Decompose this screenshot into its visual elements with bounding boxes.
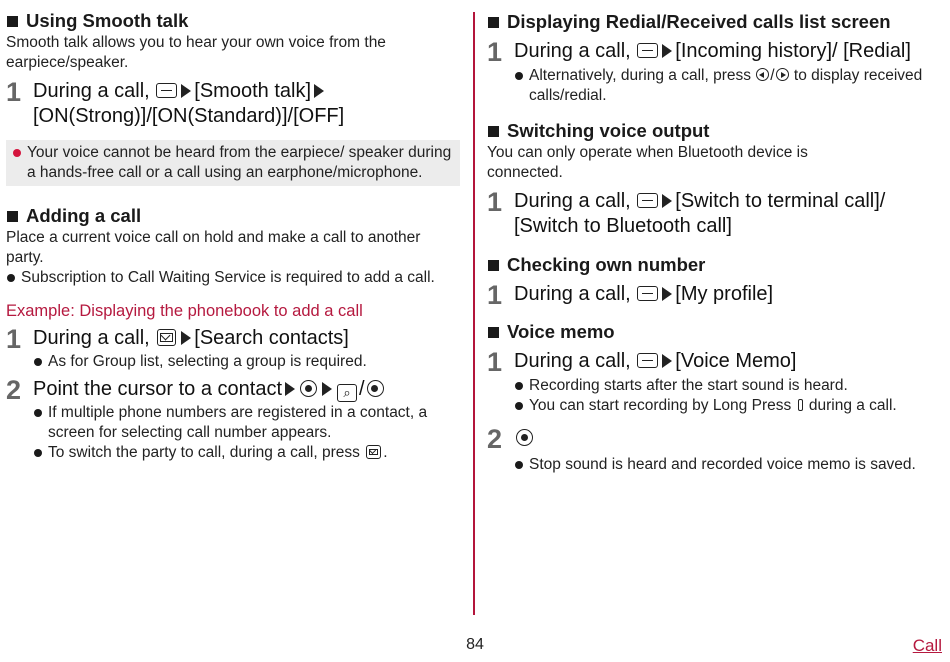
note-item: Your voice cannot be heard from the earpiece/ speaker during a hands-free call or a call using an earphone/microphone. — [12, 143, 452, 183]
list-item: Stop sound is heard and recorded voice memo is saved. — [514, 455, 934, 475]
list-item — [514, 396, 934, 416]
step-text: / — [359, 378, 365, 400]
bullet-text: Alternatively, during a call, press — [529, 67, 751, 84]
step-number: 1 — [487, 37, 503, 67]
left-column — [6, 0, 462, 463]
right-key-icon — [776, 68, 789, 81]
step-text: During a call, — [514, 283, 631, 305]
call-key-icon: ⌕ — [337, 384, 357, 402]
list-item: Recording starts after the start sound is heard. — [514, 376, 934, 396]
step-text: [Switch to terminal call]/ [Switch to Bluetooth call] — [514, 190, 886, 237]
adding-call-step-1 — [6, 324, 462, 354]
step-text: [Smooth talk] — [194, 80, 311, 102]
heading-checking-own-number: Checking own number — [487, 253, 947, 277]
arrow-right-icon — [662, 287, 672, 301]
section-link-call[interactable]: Call — [912, 636, 942, 655]
list-item: Subscription to Call Waiting Service is required to add a call. — [6, 268, 456, 288]
bullet-text: / — [770, 67, 775, 84]
center-key-icon — [367, 380, 384, 397]
list-item — [33, 443, 462, 463]
step-text: [Incoming history]/ [Redial] — [675, 40, 911, 62]
left-key-icon — [756, 68, 769, 81]
mic-key-icon — [798, 399, 803, 411]
step-text: [Voice Memo] — [675, 350, 797, 372]
menu-key-icon — [637, 286, 658, 301]
arrow-right-icon — [285, 382, 295, 396]
step-text: [ON(Strong)]/[ON(Standard)]/[OFF] — [33, 105, 345, 127]
own-number-step-1 — [487, 280, 947, 310]
bullet-text: To switch the party to call, during a call, press — [48, 444, 360, 461]
step-number: 1 — [6, 77, 22, 107]
heading-switching-voice-output: Switching voice output — [487, 119, 947, 143]
arrow-right-icon — [181, 84, 191, 98]
page-number: 84 — [466, 636, 484, 653]
smooth-talk-description: Smooth talk allows you to hear your own voice from the earpiece/speaker. — [6, 34, 386, 71]
bullet-text: during a call. — [808, 397, 897, 414]
step-text: During a call, — [33, 80, 150, 102]
adding-call-description: Place a current voice call on hold and make a call to another party. — [6, 229, 421, 266]
center-key-icon — [300, 380, 317, 397]
mail-key-icon — [157, 329, 176, 346]
arrow-right-icon — [181, 331, 191, 345]
heading-redial: Displaying Redial/Received calls list screen — [487, 10, 917, 33]
redial-step-1 — [487, 37, 934, 67]
center-key-icon — [516, 429, 533, 446]
arrow-right-icon — [662, 44, 672, 58]
arrow-right-icon — [662, 194, 672, 208]
step-text: [Search contacts] — [194, 327, 349, 349]
adding-call-step-2 — [6, 375, 462, 405]
column-divider — [473, 12, 475, 615]
arrow-right-icon — [662, 354, 672, 368]
voice-output-step-1 — [487, 189, 947, 239]
step-text: [My profile] — [675, 283, 774, 305]
arrow-right-icon — [322, 382, 332, 396]
heading-voice-memo: Voice memo — [487, 320, 947, 344]
bullet-text: . — [383, 444, 388, 461]
menu-key-icon — [156, 83, 177, 98]
heading-adding-a-call: Adding a call — [6, 204, 462, 228]
note-box — [6, 140, 460, 186]
list-item: As for Group list, selecting a group is required. — [33, 352, 462, 372]
voice-memo-step-2 — [487, 424, 947, 454]
bullet-text: You can start recording by Long Press — [529, 397, 792, 414]
step-number: 1 — [487, 280, 503, 310]
step-number: 1 — [6, 324, 22, 354]
bullet-text: to display received calls/redial. — [529, 67, 923, 104]
step-text: During a call, — [514, 190, 631, 212]
menu-key-icon — [637, 193, 658, 208]
voice-output-description: You can only operate when Bluetooth device is connected. — [487, 144, 808, 181]
step-text: During a call, — [514, 350, 631, 372]
list-item: If multiple phone numbers are registered in a contact, a screen for selecting call number appears. — [33, 403, 462, 443]
step-text: Point the cursor to a contact — [33, 378, 283, 400]
step-text: During a call, — [33, 327, 150, 349]
list-item — [514, 66, 934, 106]
heading-smooth-talk: Using Smooth talk — [6, 9, 462, 33]
example-caption: Example: Displaying the phonebook to add a call — [6, 302, 363, 320]
right-column — [487, 0, 947, 475]
step-number: 1 — [487, 187, 503, 217]
menu-key-icon — [637, 353, 658, 368]
voice-memo-step-1 — [487, 347, 947, 377]
mail-key-icon — [366, 445, 381, 459]
menu-key-icon — [637, 43, 658, 58]
step-text: During a call, — [514, 40, 631, 62]
smooth-talk-step-1 — [6, 79, 462, 129]
step-number: 2 — [487, 424, 503, 454]
step-number: 1 — [487, 347, 503, 377]
arrow-right-icon — [314, 84, 324, 98]
step-number: 2 — [6, 375, 22, 405]
